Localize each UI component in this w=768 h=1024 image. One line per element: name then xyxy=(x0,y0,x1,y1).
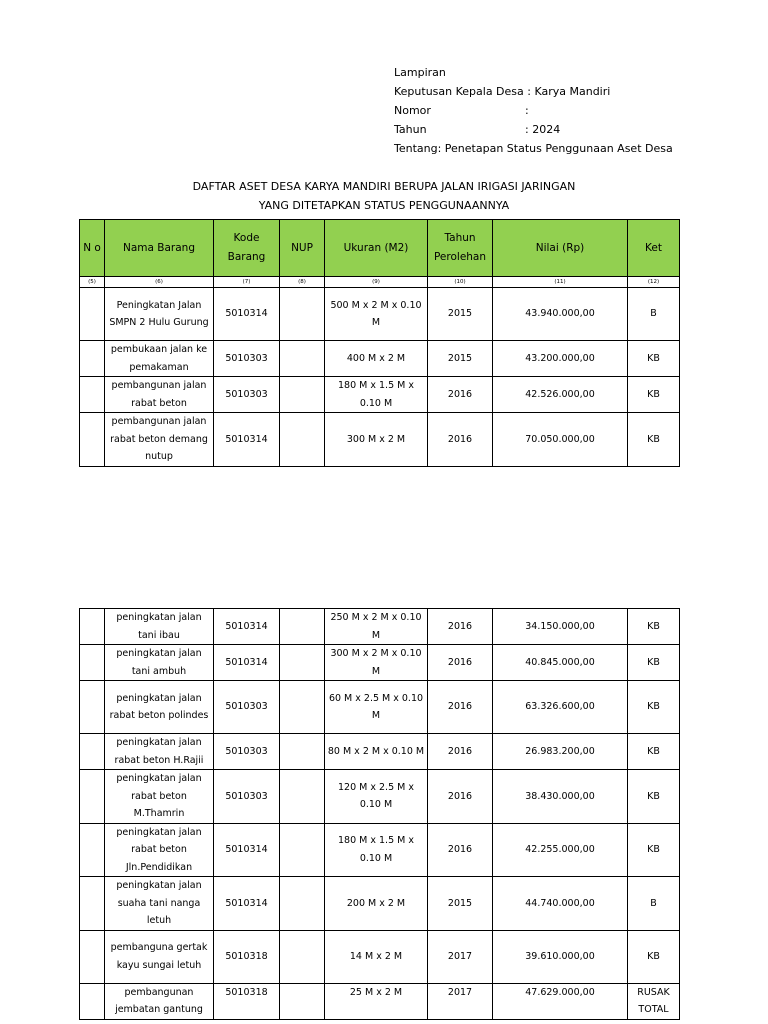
header-line-lampiran xyxy=(394,63,673,82)
cell-tahun: 2016 xyxy=(428,823,493,877)
header-label: Nomor xyxy=(394,104,431,117)
cell-ukuran: 300 M x 2 M x 0.10 M xyxy=(325,645,428,681)
cell-tahun: 2016 xyxy=(428,770,493,824)
header-value: : 2024 xyxy=(525,123,561,136)
cell-nilai: 70.050.000,00 xyxy=(493,413,628,467)
cell-nup xyxy=(280,770,325,824)
cell-kode: 5010314 xyxy=(214,288,280,341)
cell-nup xyxy=(280,681,325,734)
cell-kode: 5010303 xyxy=(214,734,280,770)
cell-kode: 5010318 xyxy=(214,983,280,1019)
column-number: (11) xyxy=(493,277,628,288)
cell-tahun: 2016 xyxy=(428,681,493,734)
cell-nup xyxy=(280,377,325,413)
column-number: (5) xyxy=(80,277,105,288)
cell-kode: 5010303 xyxy=(214,770,280,824)
cell-tahun: 2015 xyxy=(428,877,493,931)
cell-nup xyxy=(280,823,325,877)
cell-nilai: 43.200.000,00 xyxy=(493,341,628,377)
cell-nama: peningkatan jalan suaha tani nanga letuh xyxy=(105,877,214,931)
cell-nama: pembangunan jembatan gantung xyxy=(105,983,214,1019)
header-line-keputusan xyxy=(394,82,673,101)
table-row xyxy=(80,645,680,681)
header-label: Tahun xyxy=(394,123,427,136)
table-row xyxy=(80,734,680,770)
cell-ukuran: 180 M x 1.5 M x 0.10 M xyxy=(325,377,428,413)
header-line-tentang xyxy=(394,139,673,158)
cell-nup xyxy=(280,734,325,770)
cell-nilai: 47.629.000,00 xyxy=(493,983,628,1019)
cell-tahun: 2016 xyxy=(428,413,493,467)
cell-tahun: 2016 xyxy=(428,609,493,645)
cell-no xyxy=(80,877,105,931)
table-row xyxy=(80,823,680,877)
cell-nup xyxy=(280,609,325,645)
cell-no xyxy=(80,288,105,341)
cell-ket: KB xyxy=(628,930,680,983)
cell-ukuran: 400 M x 2 M xyxy=(325,341,428,377)
column-number: (7) xyxy=(214,277,280,288)
cell-nup xyxy=(280,413,325,467)
table-row xyxy=(80,770,680,824)
cell-ukuran: 180 M x 1.5 M x 0.10 M xyxy=(325,823,428,877)
document-header xyxy=(394,63,673,158)
cell-tahun: 2016 xyxy=(428,377,493,413)
cell-ket: B xyxy=(628,288,680,341)
cell-ket: KB xyxy=(628,770,680,824)
table-header-row xyxy=(80,220,680,277)
table-row xyxy=(80,288,680,341)
header-line-nomor xyxy=(394,101,673,120)
header-line-tahun xyxy=(394,120,673,139)
title-line-2: YANG DITETAPKAN STATUS PENGGUNAANNYA xyxy=(258,199,510,212)
cell-ket: KB xyxy=(628,413,680,467)
cell-no xyxy=(80,823,105,877)
cell-ket: KB xyxy=(628,823,680,877)
table-row xyxy=(80,681,680,734)
asset-table-page-1 xyxy=(79,219,680,467)
title-line-1: DAFTAR ASET DESA KARYA MANDIRI BERUPA JALAN IRIGASI JARINGAN xyxy=(192,180,576,193)
cell-no xyxy=(80,983,105,1019)
cell-tahun: 2016 xyxy=(428,645,493,681)
cell-kode: 5010318 xyxy=(214,930,280,983)
cell-kode: 5010303 xyxy=(214,341,280,377)
table-row xyxy=(80,341,680,377)
cell-nilai: 40.845.000,00 xyxy=(493,645,628,681)
column-number: (10) xyxy=(428,277,493,288)
header-nilai: Nilai (Rp) xyxy=(493,220,628,277)
cell-ukuran: 200 M x 2 M xyxy=(325,877,428,931)
cell-ukuran: 14 M x 2 M xyxy=(325,930,428,983)
cell-nup xyxy=(280,288,325,341)
cell-no xyxy=(80,341,105,377)
cell-nama: pembukaan jalan ke pemakaman xyxy=(105,341,214,377)
cell-kode: 5010314 xyxy=(214,609,280,645)
table-row xyxy=(80,930,680,983)
cell-nama: peningkatan jalan rabat beton H.Rajii xyxy=(105,734,214,770)
cell-nilai: 34.150.000,00 xyxy=(493,609,628,645)
cell-nama: peningkatan jalan rabat beton Jln.Pendidikan xyxy=(105,823,214,877)
cell-nup xyxy=(280,341,325,377)
table-row xyxy=(80,609,680,645)
cell-ukuran: 250 M x 2 M x 0.10 M xyxy=(325,609,428,645)
header-ukuran: Ukuran (M2) xyxy=(325,220,428,277)
cell-ukuran: 300 M x 2 M xyxy=(325,413,428,467)
cell-ket: KB xyxy=(628,609,680,645)
cell-nama: peningkatan jalan rabat beton polindes xyxy=(105,681,214,734)
cell-kode: 5010314 xyxy=(214,877,280,931)
table-row xyxy=(80,413,680,467)
cell-no xyxy=(80,645,105,681)
column-number: (12) xyxy=(628,277,680,288)
column-number-row xyxy=(80,277,680,288)
cell-ket: KB xyxy=(628,681,680,734)
table-row xyxy=(80,877,680,931)
cell-nup xyxy=(280,877,325,931)
table-row xyxy=(80,377,680,413)
cell-tahun: 2015 xyxy=(428,341,493,377)
cell-nama: peningkatan jalan rabat beton M.Thamrin xyxy=(105,770,214,824)
cell-ukuran: 25 M x 2 M xyxy=(325,983,428,1019)
asset-table-page-2 xyxy=(79,608,680,1020)
header-ket: Ket xyxy=(628,220,680,277)
document-title xyxy=(80,177,688,215)
column-number: (8) xyxy=(280,277,325,288)
cell-no xyxy=(80,734,105,770)
cell-nama: pembanguna gertak kayu sungai letuh xyxy=(105,930,214,983)
cell-no xyxy=(80,377,105,413)
header-no: N o xyxy=(80,220,105,277)
cell-ukuran: 500 M x 2 M x 0.10 M xyxy=(325,288,428,341)
cell-ket: KB xyxy=(628,734,680,770)
header-label: Tentang: Penetapan Status Penggunaan Aset Desa xyxy=(394,142,673,155)
header-nama-barang: Nama Barang xyxy=(105,220,214,277)
cell-nilai: 43.940.000,00 xyxy=(493,288,628,341)
cell-nama: peningkatan jalan tani ibau xyxy=(105,609,214,645)
header-label: Lampiran xyxy=(394,66,446,79)
cell-no xyxy=(80,609,105,645)
cell-nup xyxy=(280,983,325,1019)
cell-kode: 5010303 xyxy=(214,681,280,734)
cell-kode: 5010303 xyxy=(214,377,280,413)
cell-nup xyxy=(280,930,325,983)
cell-tahun: 2017 xyxy=(428,983,493,1019)
header-nup: NUP xyxy=(280,220,325,277)
cell-nilai: 44.740.000,00 xyxy=(493,877,628,931)
cell-no xyxy=(80,413,105,467)
cell-no xyxy=(80,930,105,983)
header-label: Keputusan Kepala Desa : Karya Mandiri xyxy=(394,85,611,98)
cell-nama: peningkatan jalan tani ambuh xyxy=(105,645,214,681)
cell-ukuran: 60 M x 2.5 M x 0.10 M xyxy=(325,681,428,734)
column-number: (9) xyxy=(325,277,428,288)
cell-no xyxy=(80,770,105,824)
cell-ket: KB xyxy=(628,341,680,377)
cell-ukuran: 80 M x 2 M x 0.10 M xyxy=(325,734,428,770)
cell-no xyxy=(80,681,105,734)
cell-ket: KB xyxy=(628,377,680,413)
cell-nama: pembangunan jalan rabat beton xyxy=(105,377,214,413)
cell-kode: 5010314 xyxy=(214,823,280,877)
cell-tahun: 2016 xyxy=(428,734,493,770)
header-value: : xyxy=(525,104,529,117)
header-tahun-perolehan: Tahun Perolehan xyxy=(428,220,493,277)
cell-nilai: 42.255.000,00 xyxy=(493,823,628,877)
cell-nilai: 63.326.600,00 xyxy=(493,681,628,734)
cell-nama: pembangunan jalan rabat beton demang nutup xyxy=(105,413,214,467)
cell-ket: KB xyxy=(628,645,680,681)
cell-kode: 5010314 xyxy=(214,413,280,467)
column-number: (6) xyxy=(105,277,214,288)
cell-nilai: 38.430.000,00 xyxy=(493,770,628,824)
cell-ket: RUSAK TOTAL xyxy=(628,983,680,1019)
cell-nilai: 26.983.200,00 xyxy=(493,734,628,770)
cell-nilai: 42.526.000,00 xyxy=(493,377,628,413)
cell-tahun: 2015 xyxy=(428,288,493,341)
cell-nilai: 39.610.000,00 xyxy=(493,930,628,983)
cell-ukuran: 120 M x 2.5 M x 0.10 M xyxy=(325,770,428,824)
cell-nup xyxy=(280,645,325,681)
cell-tahun: 2017 xyxy=(428,930,493,983)
header-kode-barang: Kode Barang xyxy=(214,220,280,277)
cell-nama: Peningkatan Jalan SMPN 2 Hulu Gurung xyxy=(105,288,214,341)
cell-ket: B xyxy=(628,877,680,931)
cell-kode: 5010314 xyxy=(214,645,280,681)
table-row xyxy=(80,983,680,1019)
